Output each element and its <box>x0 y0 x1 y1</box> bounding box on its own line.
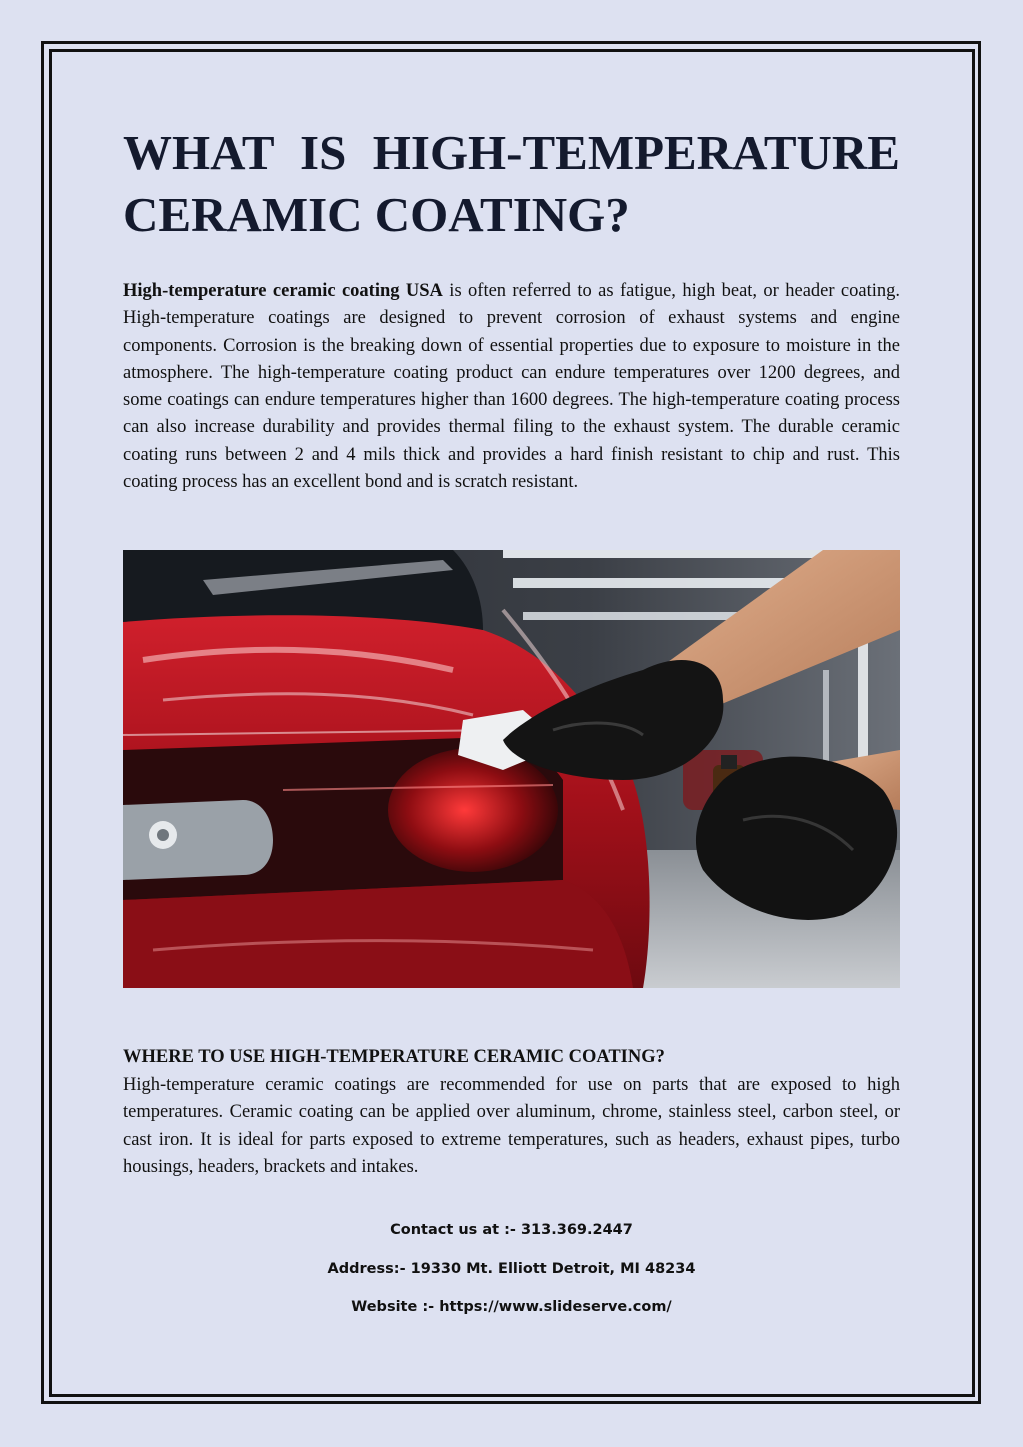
title-line-1: WHAT IS HIGH-TEMPERATURE <box>123 125 900 180</box>
contact-website[interactable]: Website :- https://www.slideserve.com/ <box>351 1299 672 1315</box>
contact-address: Address:- 19330 Mt. Elliott Detroit, MI 48234 <box>327 1261 696 1277</box>
section-paragraph-where-to-use: High-temperature ceramic coatings are recommended for use on parts that are exposed to high temperatures. Ceramic coating can be applied over aluminum, chrome, stainless steel, carbon steel, or cast iron. It is ideal for parts exposed to extreme temperatures, such as headers, exhaust pipes, turbo housings, headers, brackets and intakes. <box>123 1075 900 1177</box>
car-ceramic-coating-photo <box>123 550 900 988</box>
title-line-2: CERAMIC COATING? <box>123 187 630 242</box>
intro-bold-lead: High-temperature ceramic coating USA <box>123 281 443 301</box>
page-title <box>123 122 900 246</box>
intro-text: is often referred to as fatigue, high beat, or header coating. High-temperature coatings are designed to prevent corrosion of exhaust systems and engine components. Corrosion is the breaking down of essential properties due to exposure to moisture in the atmosphere. The high-temperature coating product can endure temperatures over 1200 degrees, and some coatings can endure temperatures higher than 1600 degrees. The high-temperature coating process can also increase durability and provides thermal filing to the exhaust system. The durable ceramic coating runs between 2 and 4 mils thick and provides a hard finish resistant to chip and rust. This coating process has an excellent bond and is scratch resistant. <box>123 281 901 493</box>
intro-paragraph <box>123 278 900 496</box>
section-heading-where-to-use: WHERE TO USE HIGH-TEMPERATURE CERAMIC COATING? <box>123 1047 665 1067</box>
contact-phone: Contact us at :- 313.369.2447 <box>390 1222 633 1238</box>
